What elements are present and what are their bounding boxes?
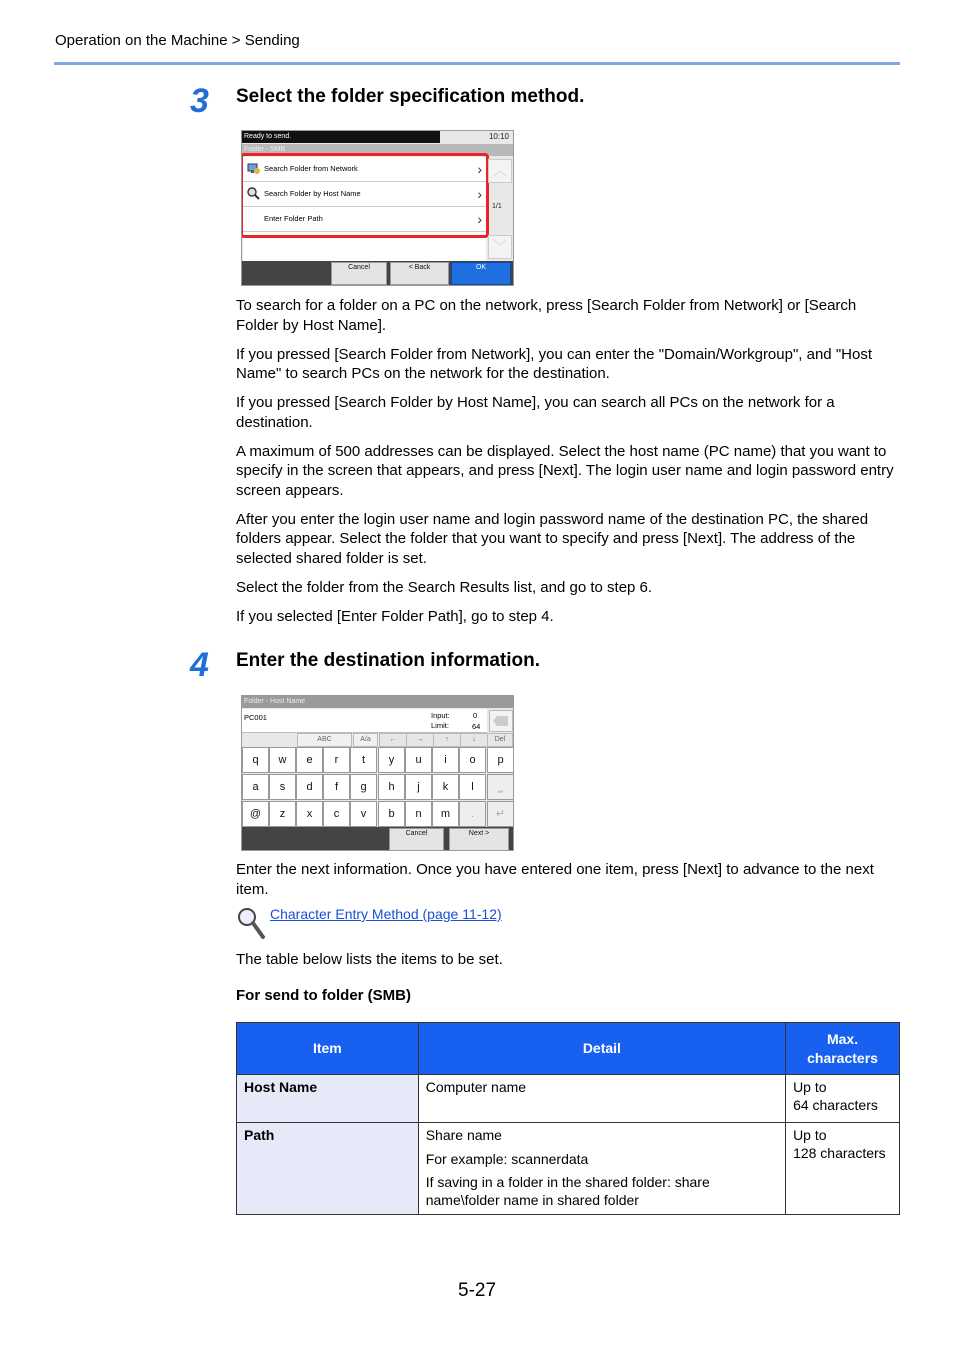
paragraph: To search for a folder on a PC on the network, press [Search Folder from Network] or [Search Folder by Host Name]. (236, 297, 857, 334)
key-s[interactable]: s (269, 774, 296, 800)
chevron-right-icon: › (477, 211, 482, 227)
host-name-entry-screen (241, 695, 514, 851)
scroll-down-button[interactable]: ﹀ (488, 235, 512, 259)
paragraph: A maximum of 500 addresses can be displayed. Select the host name (PC name) that you want to specify in the screen that appears, and press [Next]. The login user name and login password entry screen appears. (236, 442, 894, 499)
highlight-box (241, 153, 489, 238)
screen-title: Folder - SMB (242, 144, 514, 156)
chevron-right-icon: › (477, 161, 482, 177)
key-n[interactable]: n (405, 801, 432, 827)
limit-label: Limit: (431, 721, 449, 730)
column-header: Item (237, 1023, 419, 1075)
paragraph: If you selected [Enter Folder Path], go to step 4. (236, 607, 554, 625)
max-line: 128 characters (793, 1144, 886, 1161)
key-x[interactable]: x (296, 801, 323, 827)
paragraph: If you pressed [Search Folder by Host Name], you can search all PCs on the network for a destination. (236, 394, 835, 431)
magnifier-reference-icon (236, 906, 266, 940)
key-m[interactable]: m (432, 801, 459, 827)
screen-bottom-bar (242, 261, 513, 285)
chevron-right-icon: › (477, 186, 482, 202)
key-e[interactable]: e (296, 747, 323, 773)
key-q[interactable]: q (242, 747, 269, 773)
column-header: Detail (418, 1023, 785, 1075)
key-l[interactable]: l (459, 774, 486, 800)
item-cell: Host Name (237, 1075, 419, 1123)
input-label: Input: (431, 711, 450, 720)
detail-line: Share name (425, 1127, 502, 1143)
key-u[interactable]: u (405, 747, 432, 773)
screen-title: Folder - Host Name (242, 696, 514, 708)
next-button[interactable]: Next > (449, 828, 509, 851)
column-header: Max. characters (786, 1023, 900, 1075)
ok-button[interactable]: OK (451, 262, 511, 285)
key-h[interactable]: h (378, 774, 405, 800)
page-number: 5-27 (458, 1280, 497, 1301)
table-row (237, 1075, 900, 1123)
max-line: 64 characters (793, 1096, 878, 1113)
folder-smb-screen (241, 130, 514, 286)
key-g[interactable]: g (350, 774, 377, 800)
abc-mode-button[interactable]: ABC (297, 733, 352, 747)
step-3-body (236, 296, 900, 636)
max-cell (786, 1123, 900, 1215)
breadcrumb: Operation on the Machine > Sending (55, 32, 300, 49)
host-name-input[interactable] (242, 709, 487, 733)
cursor-left-button[interactable] (379, 733, 407, 747)
status-bar: Ready to send. (242, 131, 440, 143)
delete-button[interactable]: Del (487, 733, 513, 747)
key-t[interactable]: t (350, 747, 377, 773)
key-o[interactable]: o (459, 747, 486, 773)
cursor-up-button[interactable] (433, 733, 461, 747)
option-label: Search Folder from Network (264, 164, 358, 173)
key-at[interactable]: @ (242, 801, 269, 827)
step-number-3: 3 (190, 82, 209, 120)
option-label: Enter Folder Path (264, 214, 323, 223)
table-intro: The table below lists the items to be set. (236, 951, 503, 968)
key-j[interactable]: j (405, 774, 432, 800)
detail-line: Computer name (425, 1079, 527, 1095)
table-header-row (237, 1023, 900, 1075)
cancel-button[interactable]: Cancel (389, 828, 444, 851)
detail-line: If saving in a folder in the shared folder: share name\folder name in shared folder (425, 1174, 710, 1208)
paragraph: If you pressed [Search Folder from Network], you can enter the "Domain/Workgroup", and "Host Name" to search PCs on the network for the destination. (236, 345, 872, 382)
table-row (237, 1123, 900, 1215)
cursor-right-button[interactable] (406, 733, 434, 747)
limit-count: 64 (472, 722, 481, 731)
max-line: Up to (793, 1127, 827, 1143)
arrow-down-icon: ↓ (472, 736, 476, 743)
key-y[interactable]: y (378, 747, 405, 773)
paragraph: After you enter the login user name and login password name of the destination PC, the shared folders appear. Select the folder that you want to specify and press [Next]. The address of the selected shared folder is set. (236, 510, 869, 567)
clock: 10:10 (488, 132, 509, 141)
max-line: Up to (793, 1079, 827, 1095)
key-f[interactable]: f (323, 774, 350, 800)
settings-table (236, 1022, 900, 1215)
key-a[interactable]: a (242, 774, 269, 800)
arrow-left-icon: ← (389, 736, 397, 743)
step-3-title: Select the folder specification method. (236, 86, 585, 107)
key-r[interactable]: r (323, 747, 350, 773)
key-z[interactable]: z (269, 801, 296, 827)
key-k[interactable]: k (432, 774, 459, 800)
case-toggle-button[interactable]: A/a (353, 733, 378, 747)
back-button[interactable]: < Back (390, 262, 449, 285)
backspace-button[interactable] (489, 710, 513, 732)
paragraph: Select the folder from the Search Results list, and go to step 6. (236, 578, 653, 596)
screen-bottom-bar (242, 827, 513, 850)
key-d[interactable]: d (296, 774, 323, 800)
space-key[interactable]: ⎵ (487, 774, 514, 800)
input-count: 0 (473, 711, 478, 720)
arrow-right-icon: → (416, 736, 424, 743)
arrow-up-icon: ↑ (445, 736, 449, 743)
cancel-button[interactable]: Cancel (331, 262, 387, 285)
detail-cell (418, 1075, 785, 1123)
detail-line: For example: scannerdata (425, 1150, 589, 1167)
option-label: Search Folder by Host Name (264, 189, 361, 198)
key-c[interactable]: c (323, 801, 350, 827)
step-4-body: Enter the next information. Once you have entered one item, press [Next] to advance to the next item. (236, 861, 874, 898)
detail-cell (418, 1123, 785, 1215)
max-cell (786, 1075, 900, 1123)
backspace-icon (490, 711, 512, 731)
key-b[interactable]: b (378, 801, 405, 827)
cursor-down-button[interactable] (460, 733, 488, 747)
step-4-title: Enter the destination information. (236, 650, 541, 671)
item-cell: Path (237, 1123, 419, 1215)
character-entry-method-link[interactable]: Character Entry Method (page 11-12) (270, 906, 502, 922)
scroll-up-button[interactable]: ︿ (488, 159, 512, 183)
page-indicator: 1/1 (492, 203, 502, 210)
input-value: PC001 (244, 713, 267, 722)
key-w[interactable]: w (269, 747, 296, 773)
key-i[interactable]: i (432, 747, 459, 773)
step-number-4: 4 (190, 646, 209, 684)
table-caption: For send to folder (SMB) (236, 987, 411, 1004)
key-p[interactable]: p (487, 747, 514, 773)
key-v[interactable]: v (350, 801, 377, 827)
enter-key[interactable]: ↵ (487, 801, 514, 827)
key-period[interactable]: . (459, 801, 486, 827)
header-rule (54, 62, 900, 65)
